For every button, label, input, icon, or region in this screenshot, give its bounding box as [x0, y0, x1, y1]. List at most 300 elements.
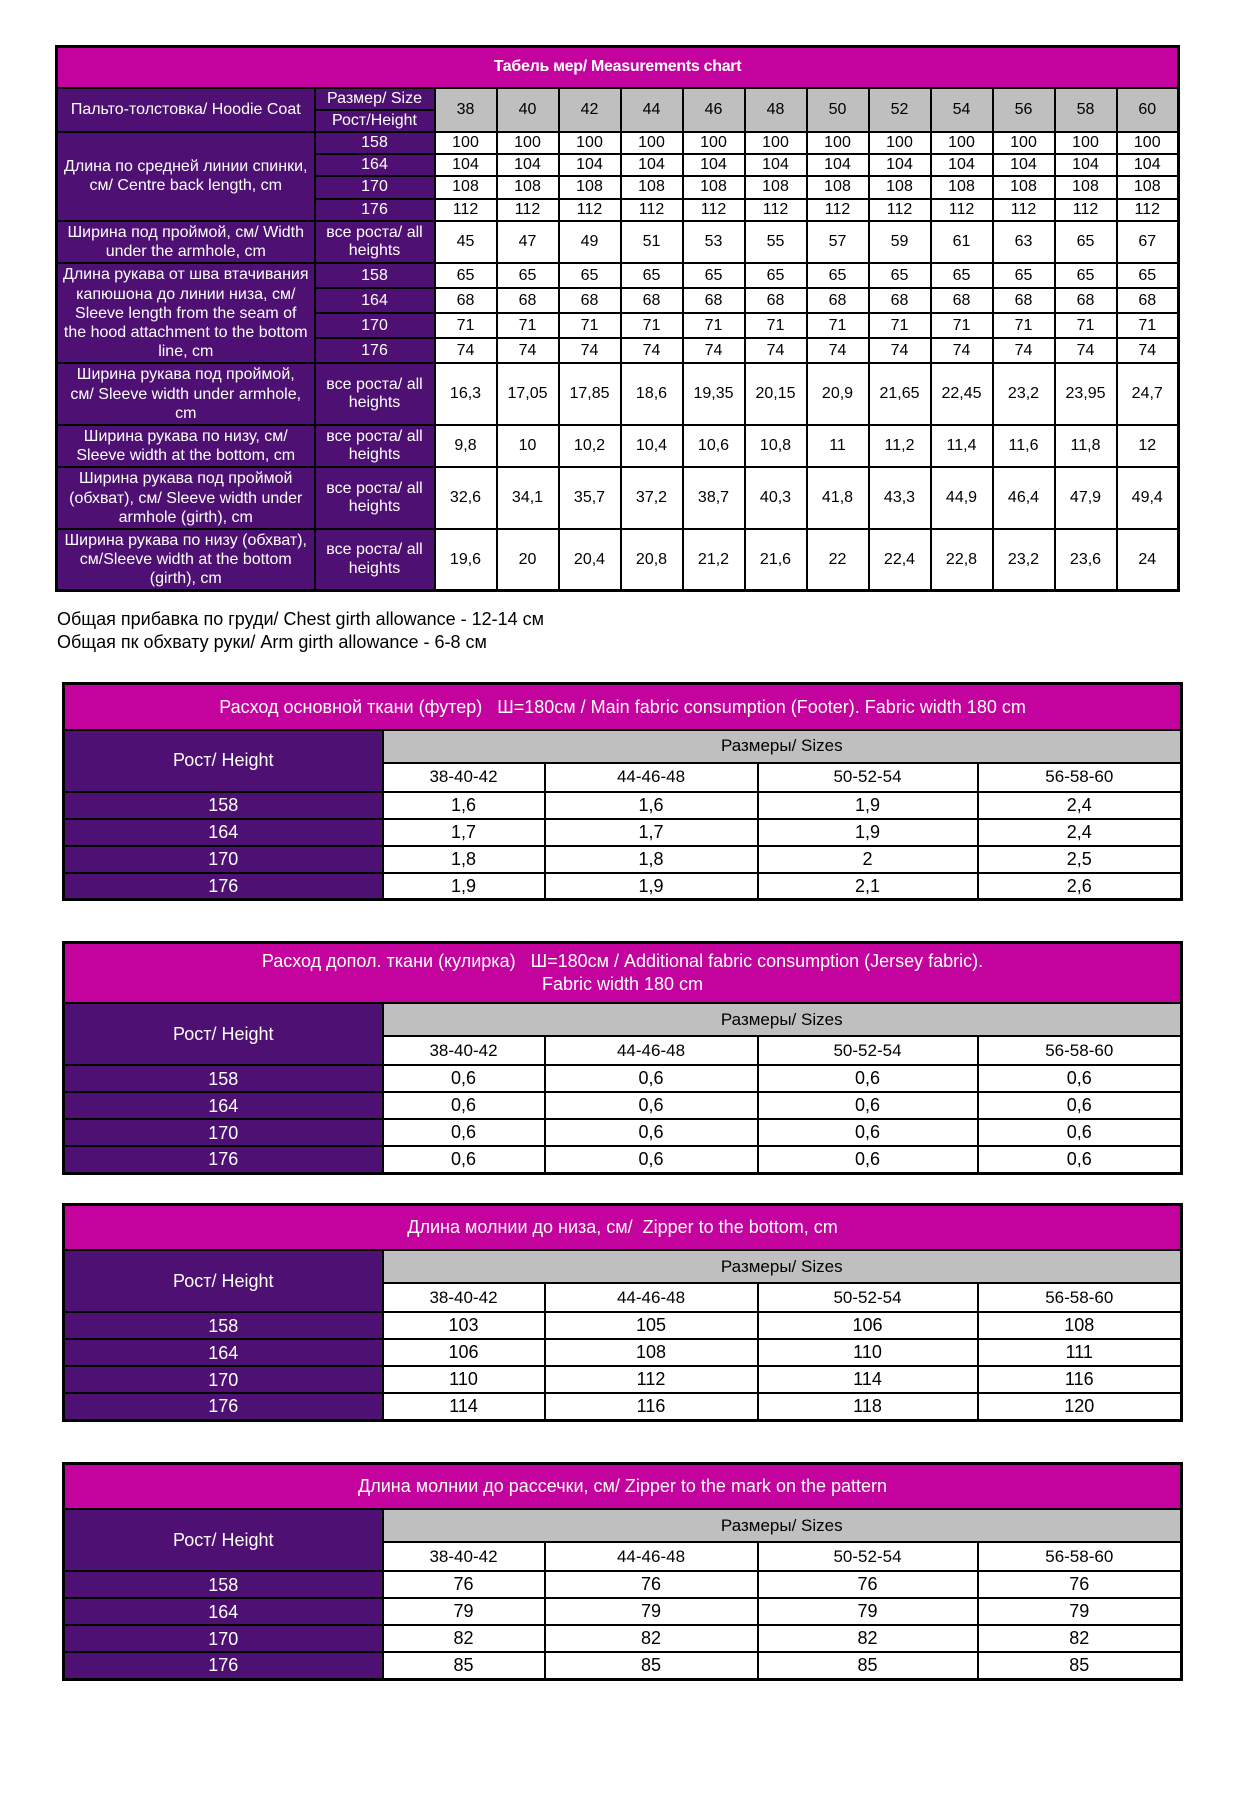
size-header-cell: 44: [621, 88, 683, 132]
value-cell: 1,9: [758, 792, 978, 819]
table-row: [64, 943, 1182, 1004]
table-row: [64, 1366, 1182, 1393]
value-cell: 23,95: [1055, 363, 1117, 425]
height-cell: 170: [315, 313, 435, 338]
table-row: [64, 819, 1182, 846]
value-cell: 74: [559, 338, 621, 363]
value-cell: 24: [1117, 529, 1179, 591]
table-row: [64, 1509, 1182, 1542]
value-cell: 32,6: [435, 467, 497, 529]
height-cell: все роста/ all heights: [315, 425, 435, 467]
height-cell: 170: [64, 846, 383, 873]
value-cell: 10,2: [559, 425, 621, 467]
sub-table-title: [64, 1463, 1182, 1509]
value-cell: 61: [931, 221, 993, 263]
value-cell: 71: [1055, 313, 1117, 338]
value-cell: 41,8: [807, 467, 869, 529]
value-cell: 10,8: [745, 425, 807, 467]
size-header-cell: 54: [931, 88, 993, 132]
table-row: [64, 1393, 1182, 1420]
value-cell: 12: [1117, 425, 1179, 467]
table-row: [57, 132, 1179, 154]
value-cell: 22,4: [869, 529, 931, 591]
value-cell: 17,85: [559, 363, 621, 425]
value-cell: 0,6: [978, 1119, 1182, 1146]
value-cell: 100: [435, 132, 497, 154]
value-cell: 104: [559, 154, 621, 176]
value-cell: 2,4: [978, 819, 1182, 846]
table-row: [64, 1339, 1182, 1366]
value-cell: 0,6: [545, 1146, 758, 1173]
measurement-label: Длина рукава от шва втачивания капюшона до линии низа, см/ Sleeve length from the seam of the hood attachment to the bottom line, cm: [57, 263, 315, 363]
value-cell: 74: [931, 338, 993, 363]
value-cell: 40,3: [745, 467, 807, 529]
value-cell: 100: [1055, 132, 1117, 154]
value-cell: 65: [1117, 263, 1179, 288]
zipper-mark-table: [62, 1462, 1183, 1681]
value-cell: 100: [497, 132, 559, 154]
measurement-label: Длина по средней линии спинки, см/ Centre back length, cm: [57, 132, 315, 222]
value-cell: 71: [869, 313, 931, 338]
value-cell: 112: [745, 199, 807, 221]
table-row: [57, 467, 1179, 529]
table-row: [64, 1092, 1182, 1119]
value-cell: 112: [621, 199, 683, 221]
size-header-cell: 50: [807, 88, 869, 132]
table-row: [64, 1571, 1182, 1598]
height-cell: 170: [64, 1366, 383, 1393]
value-cell: 71: [993, 313, 1055, 338]
value-cell: 17,05: [497, 363, 559, 425]
value-cell: 68: [435, 288, 497, 313]
value-cell: 74: [745, 338, 807, 363]
table-row: [64, 1119, 1182, 1146]
value-cell: 19,6: [435, 529, 497, 591]
value-cell: 112: [497, 199, 559, 221]
table-row: [64, 1598, 1182, 1625]
value-cell: 104: [1117, 154, 1179, 176]
value-cell: 11,6: [993, 425, 1055, 467]
value-cell: 112: [1055, 199, 1117, 221]
table-row: [64, 1204, 1182, 1250]
value-cell: 49,4: [1117, 467, 1179, 529]
height-cell: 176: [315, 338, 435, 363]
value-cell: 104: [745, 154, 807, 176]
value-cell: 79: [978, 1598, 1182, 1625]
value-cell: 108: [745, 176, 807, 198]
value-cell: 2,1: [758, 873, 978, 900]
table-row: [64, 1652, 1182, 1679]
value-cell: 104: [1055, 154, 1117, 176]
value-cell: 22,45: [931, 363, 993, 425]
value-cell: 103: [383, 1312, 545, 1339]
height-cell: 164: [315, 288, 435, 313]
value-cell: 1,8: [383, 846, 545, 873]
height-cell: 158: [64, 792, 383, 819]
value-cell: 108: [621, 176, 683, 198]
height-cell: 164: [64, 819, 383, 846]
value-cell: 0,6: [758, 1146, 978, 1173]
value-cell: 23,6: [1055, 529, 1117, 591]
value-cell: 104: [683, 154, 745, 176]
value-cell: 38,7: [683, 467, 745, 529]
value-cell: 74: [497, 338, 559, 363]
value-cell: 74: [807, 338, 869, 363]
height-cell: 170: [64, 1119, 383, 1146]
value-cell: 45: [435, 221, 497, 263]
table-row: [64, 730, 1182, 763]
height-cell: все роста/ all heights: [315, 363, 435, 425]
value-cell: 100: [869, 132, 931, 154]
value-cell: 85: [758, 1652, 978, 1679]
height-cell: все роста/ all heights: [315, 529, 435, 591]
value-cell: 71: [621, 313, 683, 338]
value-cell: 108: [993, 176, 1055, 198]
size-group-header: 44-46-48: [545, 763, 758, 792]
value-cell: 0,6: [758, 1092, 978, 1119]
value-cell: 82: [978, 1625, 1182, 1652]
value-cell: 2,5: [978, 846, 1182, 873]
value-cell: 43,3: [869, 467, 931, 529]
value-cell: 108: [1055, 176, 1117, 198]
height-cell: 164: [64, 1598, 383, 1625]
table-row: [64, 1065, 1182, 1092]
value-cell: 65: [559, 263, 621, 288]
value-cell: 71: [1117, 313, 1179, 338]
value-cell: 1,6: [545, 792, 758, 819]
value-cell: 23,2: [993, 529, 1055, 591]
table-row: [57, 47, 1179, 88]
value-cell: 108: [1117, 176, 1179, 198]
value-cell: 10,4: [621, 425, 683, 467]
value-cell: 47,9: [1055, 467, 1117, 529]
value-cell: 74: [683, 338, 745, 363]
value-cell: 71: [497, 313, 559, 338]
size-group-header: 38-40-42: [383, 763, 545, 792]
table-row: [64, 873, 1182, 900]
value-cell: 85: [383, 1652, 545, 1679]
value-cell: 0,6: [383, 1092, 545, 1119]
height-cell: 164: [315, 154, 435, 176]
value-cell: 68: [683, 288, 745, 313]
arm-allowance-note: Общая пк обхвату руки/ Arm girth allowance - 6-8 см: [57, 632, 487, 653]
value-cell: 108: [807, 176, 869, 198]
value-cell: 0,6: [545, 1119, 758, 1146]
fabric-additional-table: [62, 941, 1183, 1175]
value-cell: 104: [621, 154, 683, 176]
value-cell: 106: [383, 1339, 545, 1366]
measurements-table: [55, 45, 1180, 592]
value-cell: 74: [1117, 338, 1179, 363]
height-column-header: Рост/ Height: [64, 1003, 383, 1065]
value-cell: 71: [683, 313, 745, 338]
height-cell: 158: [64, 1571, 383, 1598]
value-cell: 16,3: [435, 363, 497, 425]
table-row: [64, 1312, 1182, 1339]
measurement-label: Ширина под проймой, см/ Width under the armhole, cm: [57, 221, 315, 263]
value-cell: 112: [807, 199, 869, 221]
value-cell: 100: [683, 132, 745, 154]
height-cell: 158: [64, 1312, 383, 1339]
sub-table-title-line: Длина молнии до низа, см/ Zipper to the bottom, cm: [407, 1217, 838, 1238]
sub-table-title: [64, 943, 1182, 1004]
value-cell: 76: [383, 1571, 545, 1598]
value-cell: 20,15: [745, 363, 807, 425]
value-cell: 104: [807, 154, 869, 176]
value-cell: 0,6: [383, 1065, 545, 1092]
height-column-header: Рост/ Height: [64, 1509, 383, 1571]
zipper-bottom-table: [62, 1203, 1183, 1422]
value-cell: 108: [559, 176, 621, 198]
sub-table-title: [64, 1204, 1182, 1250]
value-cell: 65: [931, 263, 993, 288]
value-cell: 22: [807, 529, 869, 591]
value-cell: 79: [545, 1598, 758, 1625]
value-cell: 74: [435, 338, 497, 363]
value-cell: 37,2: [621, 467, 683, 529]
value-cell: 79: [383, 1598, 545, 1625]
allowance-notes: [57, 608, 1240, 654]
value-cell: 20,4: [559, 529, 621, 591]
value-cell: 108: [545, 1339, 758, 1366]
value-cell: 65: [807, 263, 869, 288]
table-row: [57, 529, 1179, 591]
height-cell: 158: [315, 263, 435, 288]
size-group-header: 38-40-42: [383, 1036, 545, 1065]
table-row: [64, 1250, 1182, 1283]
size-group-header: 50-52-54: [758, 1542, 978, 1571]
value-cell: 71: [931, 313, 993, 338]
value-cell: 47: [497, 221, 559, 263]
value-cell: 20,9: [807, 363, 869, 425]
size-group-header: 44-46-48: [545, 1036, 758, 1065]
value-cell: 112: [869, 199, 931, 221]
value-cell: 76: [758, 1571, 978, 1598]
value-cell: 0,6: [383, 1119, 545, 1146]
height-column-header: Рост/ Height: [64, 730, 383, 792]
value-cell: 71: [435, 313, 497, 338]
value-cell: 46,4: [993, 467, 1055, 529]
size-group-header: 56-58-60: [978, 1036, 1182, 1065]
height-cell: 176: [315, 199, 435, 221]
height-cell: 170: [315, 176, 435, 198]
height-cell: 176: [64, 1146, 383, 1173]
size-group-header: 50-52-54: [758, 1036, 978, 1065]
value-cell: 112: [559, 199, 621, 221]
value-cell: 21,6: [745, 529, 807, 591]
value-cell: 0,6: [978, 1146, 1182, 1173]
size-group-header: 56-58-60: [978, 1542, 1182, 1571]
chest-allowance-note: Общая прибавка по груди/ Chest girth allowance - 12-14 см: [57, 609, 545, 630]
value-cell: 114: [758, 1366, 978, 1393]
value-cell: 65: [497, 263, 559, 288]
value-cell: 65: [621, 263, 683, 288]
value-cell: 0,6: [383, 1146, 545, 1173]
value-cell: 100: [559, 132, 621, 154]
value-cell: 112: [683, 199, 745, 221]
value-cell: 0,6: [758, 1119, 978, 1146]
value-cell: 82: [758, 1625, 978, 1652]
page-title: Табель мер/ Measurements chart: [57, 47, 1179, 88]
height-cell: 176: [64, 1393, 383, 1420]
height-cell: 158: [315, 132, 435, 154]
value-cell: 19,35: [683, 363, 745, 425]
sizes-header: Размеры/ Sizes: [383, 1250, 1182, 1283]
value-cell: 108: [869, 176, 931, 198]
value-cell: 10,6: [683, 425, 745, 467]
value-cell: 53: [683, 221, 745, 263]
value-cell: 85: [978, 1652, 1182, 1679]
value-cell: 49: [559, 221, 621, 263]
size-group-header: 38-40-42: [383, 1542, 545, 1571]
value-cell: 114: [383, 1393, 545, 1420]
value-cell: 68: [621, 288, 683, 313]
size-group-header: 50-52-54: [758, 1283, 978, 1312]
value-cell: 104: [869, 154, 931, 176]
value-cell: 0,6: [978, 1092, 1182, 1119]
size-group-header: 44-46-48: [545, 1283, 758, 1312]
size-group-header: 44-46-48: [545, 1542, 758, 1571]
size-header-cell: 40: [497, 88, 559, 132]
value-cell: 65: [869, 263, 931, 288]
value-cell: 68: [559, 288, 621, 313]
value-cell: 104: [435, 154, 497, 176]
table-row: [64, 1003, 1182, 1036]
table-row: [64, 846, 1182, 873]
value-cell: 116: [978, 1366, 1182, 1393]
sub-table-title-line: Fabric width 180 cm: [541, 974, 704, 995]
value-cell: 65: [1055, 221, 1117, 263]
value-cell: 35,7: [559, 467, 621, 529]
value-cell: 9,8: [435, 425, 497, 467]
value-cell: 1,9: [383, 873, 545, 900]
value-cell: 23,2: [993, 363, 1055, 425]
value-cell: 0,6: [545, 1065, 758, 1092]
value-cell: 112: [435, 199, 497, 221]
size-group-header: 50-52-54: [758, 763, 978, 792]
value-cell: 82: [545, 1625, 758, 1652]
value-cell: 112: [1117, 199, 1179, 221]
value-cell: 82: [383, 1625, 545, 1652]
value-cell: 100: [1117, 132, 1179, 154]
value-cell: 11,8: [1055, 425, 1117, 467]
value-cell: 68: [1055, 288, 1117, 313]
value-cell: 65: [993, 263, 1055, 288]
size-group-header: 56-58-60: [978, 763, 1182, 792]
value-cell: 116: [545, 1393, 758, 1420]
value-cell: 2: [758, 846, 978, 873]
value-cell: 0,6: [758, 1065, 978, 1092]
size-group-header: 38-40-42: [383, 1283, 545, 1312]
table-row: [57, 221, 1179, 263]
value-cell: 118: [758, 1393, 978, 1420]
size-header-cell: 60: [1117, 88, 1179, 132]
value-cell: 68: [745, 288, 807, 313]
value-cell: 68: [931, 288, 993, 313]
value-cell: 108: [931, 176, 993, 198]
height-cell: 170: [64, 1625, 383, 1652]
table-row: [57, 363, 1179, 425]
value-cell: 74: [621, 338, 683, 363]
measurement-label: Ширина рукава по низу, см/ Sleeve width at the bottom, cm: [57, 425, 315, 467]
value-cell: 20,8: [621, 529, 683, 591]
value-cell: 68: [1117, 288, 1179, 313]
value-cell: 74: [1055, 338, 1117, 363]
value-cell: 2,4: [978, 792, 1182, 819]
size-label-cell: Размер/ Size: [315, 88, 435, 110]
size-header-cell: 56: [993, 88, 1055, 132]
value-cell: 100: [807, 132, 869, 154]
sizes-header: Размеры/ Sizes: [383, 1509, 1182, 1542]
value-cell: 11,4: [931, 425, 993, 467]
value-cell: 20: [497, 529, 559, 591]
value-cell: 2,6: [978, 873, 1182, 900]
value-cell: 55: [745, 221, 807, 263]
value-cell: 21,2: [683, 529, 745, 591]
value-cell: 1,9: [545, 873, 758, 900]
value-cell: 1,9: [758, 819, 978, 846]
height-cell: все роста/ all heights: [315, 221, 435, 263]
value-cell: 111: [978, 1339, 1182, 1366]
value-cell: 65: [683, 263, 745, 288]
size-header-cell: 38: [435, 88, 497, 132]
sub-table-title-line: Расход основной ткани (футер) Ш=180см / Main fabric consumption (Footer). Fabric width 180 cm: [219, 696, 1026, 717]
value-cell: 110: [383, 1366, 545, 1393]
value-cell: 76: [978, 1571, 1182, 1598]
value-cell: 112: [993, 199, 1055, 221]
value-cell: 104: [993, 154, 1055, 176]
height-column-header: Рост/ Height: [64, 1250, 383, 1312]
value-cell: 104: [931, 154, 993, 176]
value-cell: 10: [497, 425, 559, 467]
size-header-cell: 46: [683, 88, 745, 132]
measurement-label: Ширина рукава под проймой, см/ Sleeve width under armhole, cm: [57, 363, 315, 425]
value-cell: 22,8: [931, 529, 993, 591]
value-cell: 100: [931, 132, 993, 154]
value-cell: 108: [978, 1312, 1182, 1339]
height-cell: все роста/ all heights: [315, 467, 435, 529]
value-cell: 74: [869, 338, 931, 363]
value-cell: 76: [545, 1571, 758, 1598]
value-cell: 68: [497, 288, 559, 313]
value-cell: 112: [931, 199, 993, 221]
value-cell: 59: [869, 221, 931, 263]
value-cell: 100: [993, 132, 1055, 154]
value-cell: 100: [621, 132, 683, 154]
sub-table-title: [64, 684, 1182, 730]
height-label-cell: Рост/Height: [315, 110, 435, 132]
value-cell: 63: [993, 221, 1055, 263]
table-row: [64, 792, 1182, 819]
measurements-document: [0, 45, 1240, 1681]
value-cell: 1,8: [545, 846, 758, 873]
table-row: [64, 1625, 1182, 1652]
table-row: [64, 1146, 1182, 1173]
value-cell: 11,2: [869, 425, 931, 467]
value-cell: 11: [807, 425, 869, 467]
table-row: [64, 1463, 1182, 1509]
height-cell: 158: [64, 1065, 383, 1092]
value-cell: 65: [435, 263, 497, 288]
value-cell: 1,6: [383, 792, 545, 819]
value-cell: 1,7: [545, 819, 758, 846]
product-name-cell: Пальто-толстовка/ Hoodie Coat: [57, 88, 315, 132]
size-header-cell: 42: [559, 88, 621, 132]
sub-table-title-line: Расход допол. ткани (кулирка) Ш=180см / Additional fabric consumption (Jersey fabric).: [261, 951, 984, 972]
value-cell: 106: [758, 1312, 978, 1339]
height-cell: 164: [64, 1339, 383, 1366]
height-cell: 176: [64, 873, 383, 900]
